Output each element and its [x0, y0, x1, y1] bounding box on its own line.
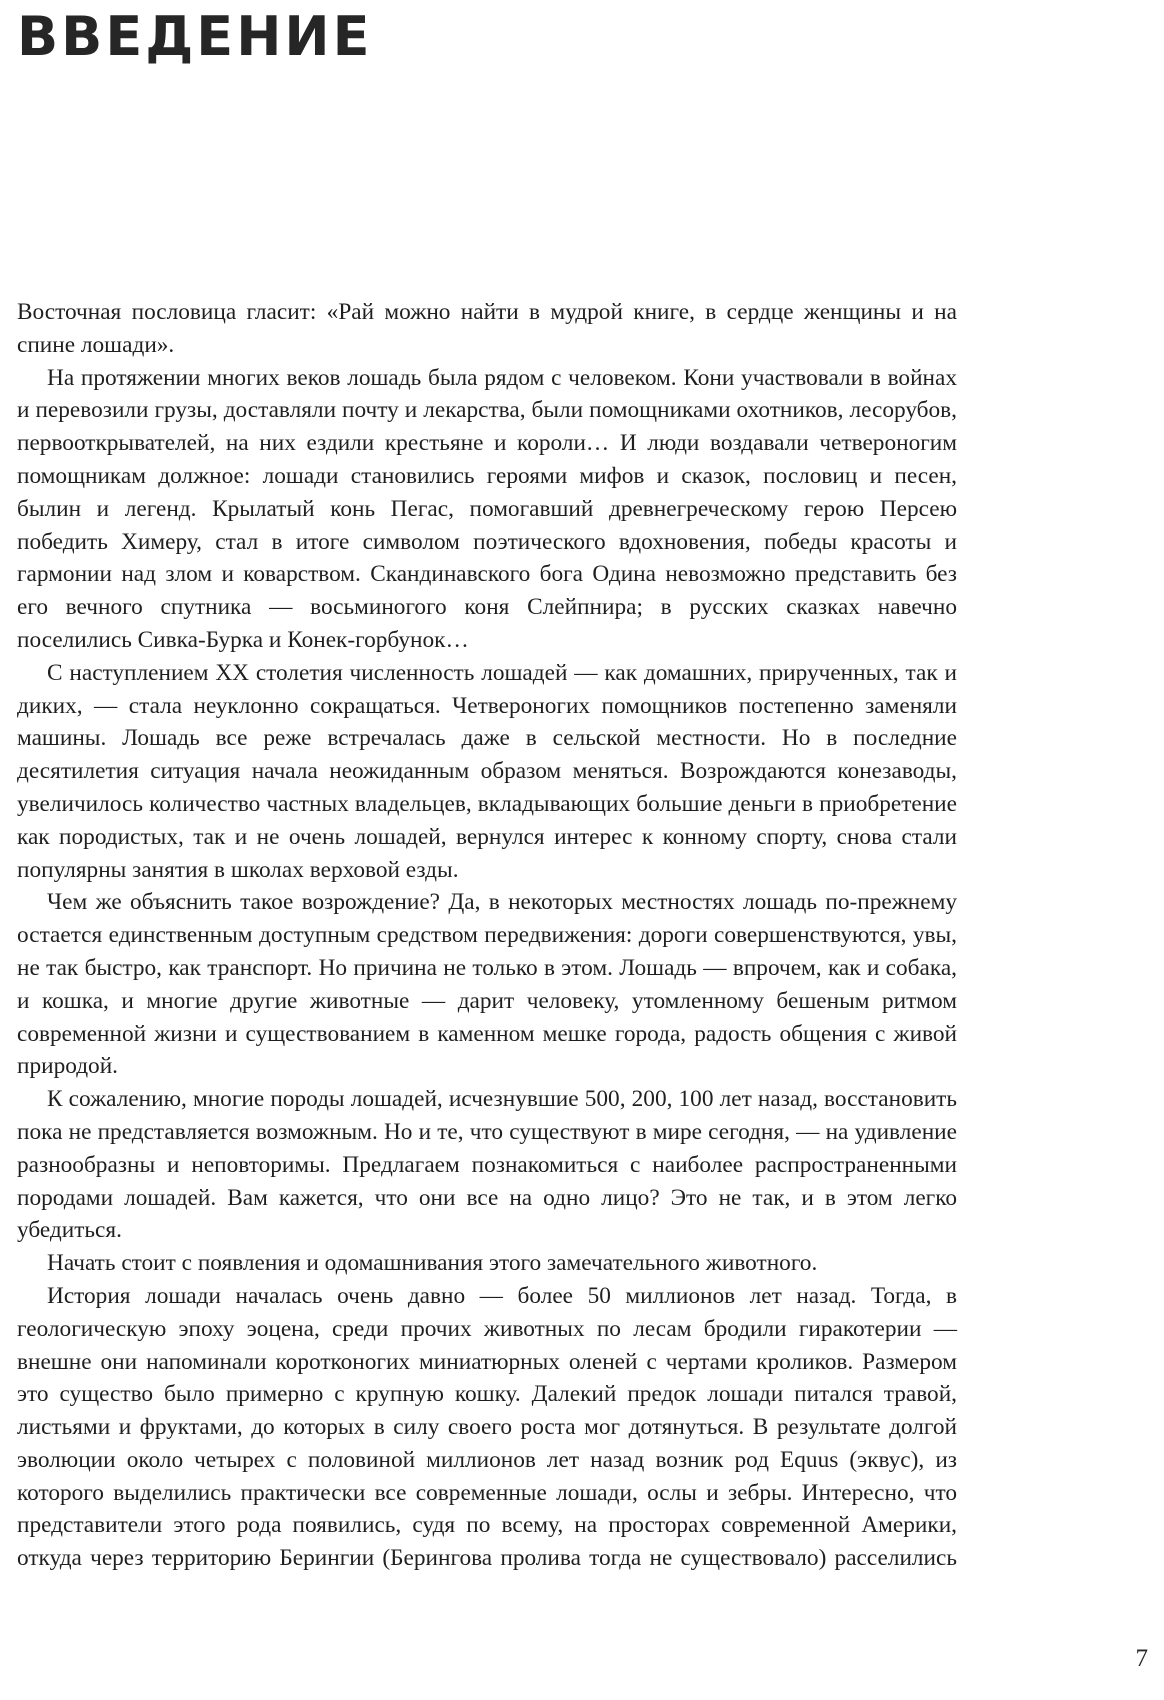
paragraph-history-with-man: На протяжении многих веков лошадь была рядом с человеком. Кони участвовали в войнах и перевозили грузы, доставляли почту и лекарства, были помощниками охотников, лесорубов, первооткрывателей, на них ездили крестьяне и короли… И люди воздавали четвероногим помощникам должное: лошади становились героями мифов и сказок, пословиц и песен, былин и легенд. Крылатый конь Пегас, помогавший древнегреческому герою Персею победить Химеру, стал в итоге символом поэтического вдохновения, победы красоты и гармонии над злом и коварством. Скандинавского бога Одина невозможно представить без его вечного спутника — восьминогого коня Слейпнира; в русских сказках навечно поселились Сивка-Бурка и Конек-горбунок… [17, 364, 957, 653]
paragraph-twentieth-century: С наступлением XX столетия численность лошадей — как домашних, прирученных, так и диких, — стала неуклонно сокращаться. Четвероногих помощников постепенно заменяли машины. Лошадь все реже встречалась даже в сельской местности. Но в последние десятилетия ситуация начала неожиданным образом меняться. Возрождаются конезаводы, увеличилось количество частных владельцев, вкладывающих большие деньги в приобретение как породистых, так и не очень лошадей, вернулся интерес к конному спорту, снова стали популярны занятия в школах верховой езды. [17, 659, 957, 883]
paragraph-evolution: История лошади началась очень давно — более 50 миллионов лет назад. Тогда, в геологическую эпоху эоцена, среди прочих животных по лесам бродили гиракотерии — внешне они напоминали коротконогих миниатюрных оленей с чертами кроликов. Размером это существо было примерно с крупную кошку. Далекий предок лошади питался травой, листьями и фруктами, до которых в силу своего роста мог дотянуться. В результате долгой эволюции около четырех с половиной миллионов лет назад возник род Equus (эквус), из которого выделились практически все современные лошади, ослы и зебры. Интересно, что представители этого рода появились, судя по всему, на просторах современной Америки, откуда через территорию Берингии (Берингова пролива тогда не существовало) расселились [17, 1282, 957, 1572]
page-number: 7 [1135, 1645, 1148, 1672]
paragraph-start: Начать стоит с появления и одомашнивания этого замечательного животного. [47, 1250, 818, 1277]
page-title: ВВЕДЕНИЕ [17, 5, 373, 68]
paragraph-breeds: К сожалению, многие породы лошадей, исчезнувшие 500, 200, 100 лет назад, восстановить пока не представляется возможным. Но и те, что существуют в мире сегодня, — на удивление разнообразны и неповторимы. Предлагаем познакомиться с наиболее распространенными породами лошадей. Вам кажется, что они все на одно лицо? Это не так, и в этом легко убедиться. [17, 1086, 957, 1244]
body-text [17, 296, 957, 1575]
paragraph-proverb: Восточная пословица гласит: «Рай можно найти в мудрой книге, в сердце женщины и на спине лошади». [17, 299, 957, 358]
paragraph-revival: Чем же объяснить такое возрождение? Да, в некоторых местностях лошадь по-прежнему остается единственным доступным средством передвижения: дороги совершенствуются, увы, не так быстро, как транспорт. Но причина не только в этом. Лошадь — впрочем, как и собака, и кошка, и многие другие животные — дарит человеку, утомленному бешеным ритмом современной жизни и существованием в каменном мешке города, радость общения с живой природой. [17, 889, 957, 1080]
